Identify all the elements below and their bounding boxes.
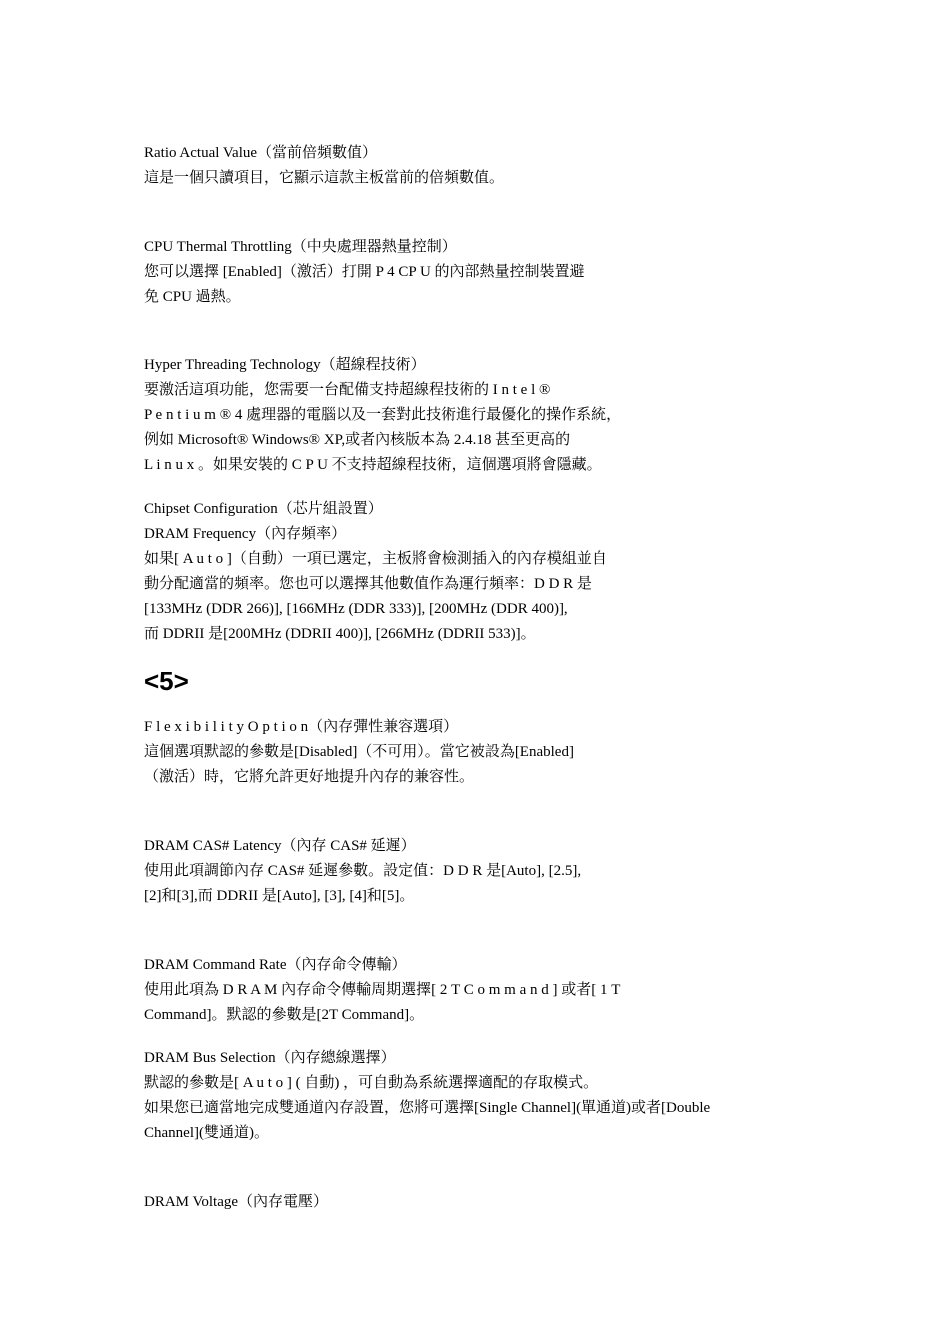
- section-body-line: 您可以選擇 [Enabled]（激活）打開 P 4 CP U 的內部熱量控制裝置避: [144, 264, 585, 280]
- section-body-line: Command]。默認的參數是[2T Command]。: [144, 1007, 425, 1023]
- section-body-line: P e n t i u m ® 4 處理器的電腦以及一套對此技術進行最優化的操作系統，: [144, 407, 622, 423]
- section-heading: DRAM Command Rate（內存命令傳輸）: [144, 957, 407, 973]
- section-heading: Chipset Configuration（芯片組設置）: [144, 501, 383, 517]
- section-body-line: 而 DDRII 是[200MHz (DDRII 400)], [266MHz (DDRII 533)]。: [144, 626, 536, 642]
- section-body-line: 這個選項默認的參數是[Disabled]（不可用）。當它被設為[Enabled]: [144, 744, 574, 760]
- section-body-line: L i n u x 。如果安裝的 C P U 不支持超線程技術，這個選項將會隱藏。: [144, 457, 602, 473]
- section-body-line: （激活）時，它將允許更好地提升內存的兼容性。: [144, 769, 475, 785]
- section-body-line: [2]和[3],而 DDRII 是[Auto], [3], [4]和[5]。: [144, 888, 415, 904]
- section-body-line: 免 CPU 過熱。: [144, 289, 241, 305]
- section-body-line: 如果[ A u t o ]（自動）一項已選定，主板將會檢測插入的內存模組並自: [144, 551, 607, 567]
- section-body-line: 使用此項為 D R A M 內存命令傳輸周期選擇[ 2 T C o m m a n d ] 或者[ 1 T: [144, 982, 621, 998]
- section-heading: DRAM Voltage（內存電壓）: [144, 1194, 329, 1210]
- section-heading: DRAM Bus Selection（內存總線選擇）: [144, 1050, 396, 1066]
- section-body-line: 默認的參數是[ A u t o ] ( 自動) ，可自動為系統選擇適配的存取模式。: [144, 1075, 599, 1091]
- section-body-line: 這是一個只讀項目，它顯示這款主板當前的倍頻數值。: [144, 170, 505, 186]
- section-heading: Hyper Threading Technology（超線程技術）: [144, 357, 426, 373]
- section-heading: CPU Thermal Throttling（中央處理器熱量控制）: [144, 239, 457, 255]
- section-body-line: [133MHz (DDR 266)], [166MHz (DDR 333)], [200MHz (DDR 400)],: [144, 601, 568, 617]
- section-heading: Ratio Actual Value（當前倍頻數值）: [144, 145, 378, 161]
- section-body-line: 如果您已適當地完成雙通道內存設置，您將可選擇[Single Channel](單通道)或者[Double: [144, 1100, 711, 1116]
- section-heading: F l e x i b i l i t y O p t i o n（內存彈性兼容選項）: [144, 719, 459, 735]
- section-heading: DRAM CAS# Latency（內存 CAS# 延遲）: [144, 838, 416, 854]
- section-body-line: 動分配適當的頻率。您也可以選擇其他數值作為運行頻率：D D R 是: [144, 576, 592, 592]
- section-body-line: 要激活這項功能，您需要一台配備支持超線程技術的 I n t e l ®: [144, 382, 551, 398]
- section-body-line: 例如 Microsoft® Windows® XP,或者內核版本為 2.4.18 甚至更高的: [144, 432, 571, 448]
- page-number: <5>: [144, 666, 189, 696]
- section-body-line: 使用此項調節內存 CAS# 延遲參數。設定值：D D R 是[Auto], [2.5],: [144, 863, 582, 879]
- section-body-line: Channel](雙通道)。: [144, 1125, 269, 1141]
- section-heading: DRAM Frequency（內存頻率）: [144, 526, 347, 542]
